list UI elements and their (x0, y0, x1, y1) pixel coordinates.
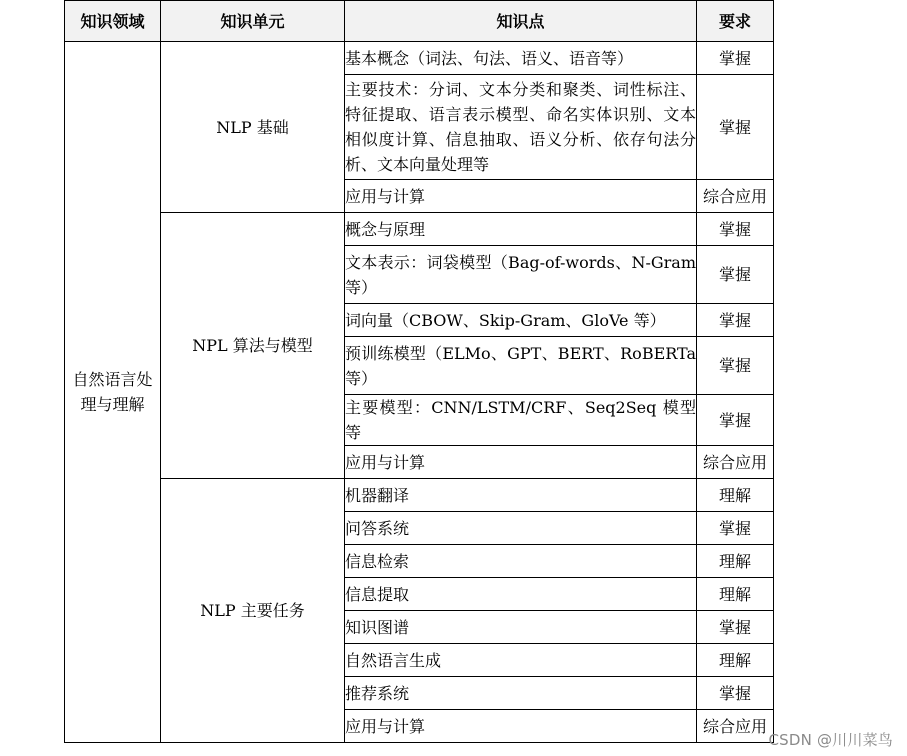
watermark: CSDN @川川菜鸟 (768, 731, 893, 749)
table-row (65, 479, 774, 512)
knowledge-point: 概念与原理 (345, 213, 697, 246)
knowledge-point: 自然语言生成 (345, 644, 697, 677)
requirement: 掌握 (697, 611, 774, 644)
knowledge-point: 信息检索 (345, 545, 697, 578)
requirement: 掌握 (697, 246, 774, 304)
requirement: 掌握 (697, 42, 774, 75)
knowledge-point: 问答系统 (345, 512, 697, 545)
knowledge-point: 主要技术：分词、文本分类和聚类、词性标注、特征提取、语言表示模型、命名实体识别、文本相似度计算、信息抽取、语义分析、依存句法分析、文本向量处理等 (345, 75, 697, 180)
knowledge-point: 主要模型：CNN/LSTM/CRF、Seq2Seq 模型等 (345, 395, 697, 446)
knowledge-point: 推荐系统 (345, 677, 697, 710)
table-header-row (65, 1, 774, 42)
header-domain: 知识领域 (65, 1, 161, 42)
requirement: 掌握 (697, 75, 774, 180)
knowledge-point: 基本概念（词法、句法、语义、语音等） (345, 42, 697, 75)
requirement: 掌握 (697, 512, 774, 545)
knowledge-point: 知识图谱 (345, 611, 697, 644)
header-point: 知识点 (345, 1, 697, 42)
knowledge-unit: NLP 基础 (161, 42, 345, 213)
header-unit: 知识单元 (161, 1, 345, 42)
requirement: 综合应用 (697, 446, 774, 479)
requirement: 理解 (697, 578, 774, 611)
knowledge-table (64, 0, 774, 743)
knowledge-point: 应用与计算 (345, 180, 697, 213)
requirement: 综合应用 (697, 180, 774, 213)
knowledge-point: 信息提取 (345, 578, 697, 611)
knowledge-point: 机器翻译 (345, 479, 697, 512)
knowledge-point: 应用与计算 (345, 710, 697, 743)
knowledge-unit: NLP 主要任务 (161, 479, 345, 743)
requirement: 综合应用 (697, 710, 774, 743)
requirement: 掌握 (697, 677, 774, 710)
requirement: 理解 (697, 545, 774, 578)
requirement: 掌握 (697, 213, 774, 246)
requirement: 掌握 (697, 395, 774, 446)
table-row (65, 213, 774, 246)
knowledge-unit: NPL 算法与模型 (161, 213, 345, 479)
table-row (65, 42, 774, 75)
knowledge-domain: 自然语言处理与理解 (65, 42, 161, 743)
knowledge-point: 文本表示：词袋模型（Bag-of-words、N-Gram等） (345, 246, 697, 304)
requirement: 掌握 (697, 304, 774, 337)
requirement: 掌握 (697, 337, 774, 395)
requirement: 理解 (697, 644, 774, 677)
requirement: 理解 (697, 479, 774, 512)
knowledge-point: 预训练模型（ELMo、GPT、BERT、RoBERTa等） (345, 337, 697, 395)
header-requirement: 要求 (697, 1, 774, 42)
knowledge-point: 词向量（CBOW、Skip-Gram、GloVe 等） (345, 304, 697, 337)
knowledge-point: 应用与计算 (345, 446, 697, 479)
